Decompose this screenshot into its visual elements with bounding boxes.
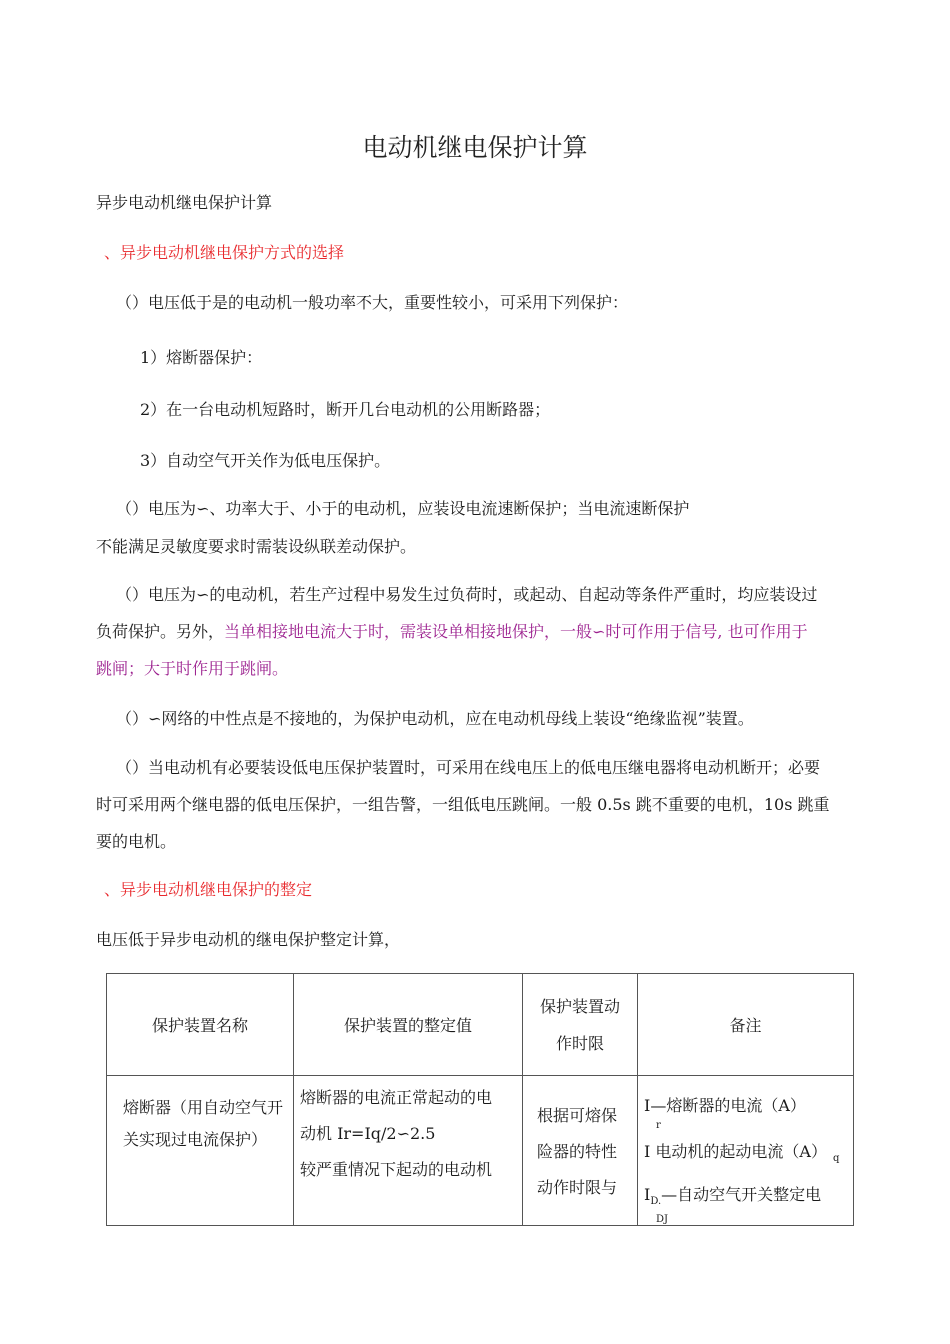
paragraph-2-line-2: 不能满足灵敏度要求时需装设纵联差动保护。 xyxy=(96,537,417,556)
cell-text-line: 较严重情况下起动的电动机 xyxy=(300,1160,493,1179)
paragraph-3-line-1: （）电压为∽的电动机，若生产过程中易发生过负荷时，或起动、自起动等条件严重时，均应装设过 xyxy=(116,585,818,604)
table-cell xyxy=(294,1076,523,1226)
paragraph-4: （）∽网络的中性点是不接地的，为保护电动机，应在电动机母线上装设“绝缘监视”装置。 xyxy=(116,709,754,728)
cell-text-line: 险器的特性 xyxy=(537,1142,618,1161)
list-item: 2）在一台电动机短路时，断开几台电动机的公用断路器； xyxy=(140,400,551,419)
note-line xyxy=(644,1185,853,1212)
cell-text-line: 熔断器（用自动空气开 xyxy=(123,1098,284,1117)
cell-text-line: 动机 Ir=Iq/2∽2.5 xyxy=(300,1124,436,1143)
table-row xyxy=(107,1076,854,1226)
paragraph-3-text: 负荷保护。另外， xyxy=(96,622,225,641)
paragraph-5-line-1: （）当电动机有必要装设低电压保护装置时，可采用在线电压上的低电压继电器将电动机断开；必要 xyxy=(116,758,821,777)
note-text: —自动空气开关整定电 xyxy=(661,1185,822,1205)
table-cell xyxy=(523,1076,638,1226)
paragraph-1: （）电压低于是的电动机一般功率不大，重要性较小，可采用下列保护： xyxy=(116,293,629,312)
page-title: 电动机继电保护计算 xyxy=(362,133,588,162)
subtitle: 异步电动机继电保护计算 xyxy=(96,193,273,212)
section-heading-1: 、异步电动机继电保护方式的选择 xyxy=(104,243,345,262)
subscript: DJ xyxy=(656,1214,669,1225)
table-header-cell: 保护装置名称 xyxy=(107,974,294,1076)
subscript: D. xyxy=(650,1196,662,1208)
note-line xyxy=(644,1142,853,1169)
note-text: I 电动机的起动电流（A） xyxy=(644,1142,827,1161)
paragraph-5-line-3: 要的电机。 xyxy=(96,832,177,851)
header-text-line: 保护装置动 xyxy=(539,996,620,1016)
cell-text-line: 关实现过电流保护） xyxy=(123,1130,268,1149)
cell-text-line: 熔断器的电流正常起动的电 xyxy=(300,1088,493,1107)
table-cell xyxy=(638,1076,854,1226)
table-header-cell xyxy=(523,974,638,1076)
header-text-line: 作时限 xyxy=(555,1033,604,1053)
list-item: 3）自动空气开关作为低电压保护。 xyxy=(140,451,391,470)
table-header-cell: 备注 xyxy=(638,974,854,1076)
settings-table xyxy=(106,973,854,1226)
table-cell xyxy=(107,1076,294,1226)
paragraph-3-line-3: 跳闸；大于时作用于跳闸。 xyxy=(96,659,289,678)
table-header-row xyxy=(107,974,854,1076)
paragraph-3-line-2 xyxy=(96,622,808,642)
section-heading-2: 、异步电动机继电保护的整定 xyxy=(104,880,313,899)
cell-text-line: 根据可熔保 xyxy=(537,1106,618,1125)
subscript: r xyxy=(656,1120,661,1131)
highlighted-text: 当单相接地电流大于时，需装设单相接地保护，一般∽时可作用于信号, 也可作用于 xyxy=(224,622,808,641)
note-text: I xyxy=(644,1185,651,1205)
note-line: I—熔断器的电流（A） xyxy=(644,1096,806,1115)
paragraph-6: 电压低于异步电动机的继电保护整定计算， xyxy=(96,930,401,949)
list-item: 1）熔断器保护： xyxy=(140,348,263,367)
table-header-cell: 保护装置的整定值 xyxy=(294,974,523,1076)
subscript: q xyxy=(832,1153,840,1165)
paragraph-5-line-2: 时可采用两个继电器的低电压保护，一组告警，一组低电压跳闸。一般 0.5s 跳不重要的电机，10s 跳重 xyxy=(96,795,830,814)
cell-text-line: 动作时限与 xyxy=(537,1178,618,1197)
paragraph-2-line-1: （）电压为∽、功率大于、小于的电动机，应装设电流速断保护；当电流速断保护 xyxy=(116,499,690,518)
